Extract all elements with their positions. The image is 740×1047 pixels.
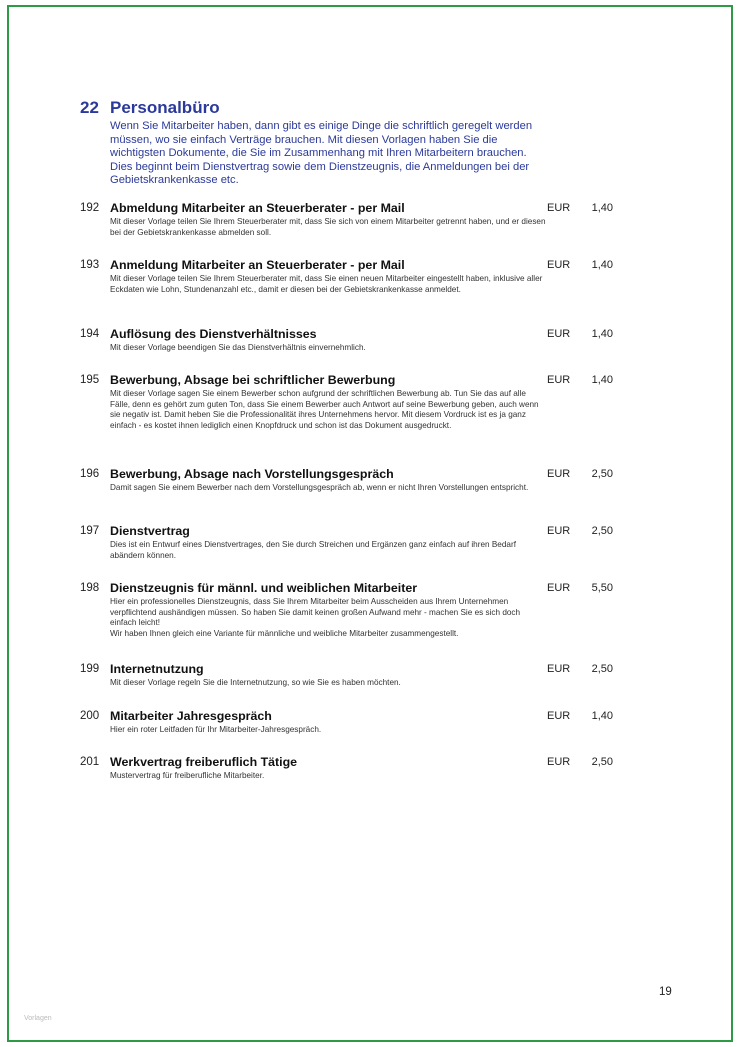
- item-number: 195: [80, 374, 100, 386]
- item-price: 2,50: [591, 756, 613, 768]
- item-number: 197: [80, 525, 100, 537]
- section-number: 22: [80, 98, 99, 117]
- item-number: 199: [80, 663, 100, 675]
- item-title: Werkvertrag freiberuflich Tätige: [110, 755, 298, 769]
- item-description: Mit dieser Vorlage teilen Sie Ihrem Steuerberater mit, dass Sie sich von einem Mitarbeiter getrennt haben, und er diesen bei der Gebietskrankenkasse abmelden soll.: [110, 217, 546, 237]
- item-currency: EUR: [547, 525, 571, 537]
- item-number: 198: [80, 582, 100, 594]
- item-description: Hier ein roter Leitfaden für Ihr Mitarbeiter-Jahresgespräch.: [110, 725, 322, 734]
- item-currency: EUR: [547, 710, 571, 722]
- item-title: Anmeldung Mitarbeiter an Steuerberater - per Mail: [110, 258, 405, 272]
- item-description: Mustervertrag für freiberufliche Mitarbeiter.: [110, 771, 265, 780]
- item-number: 200: [80, 710, 100, 722]
- item-number: 193: [80, 259, 100, 271]
- item-description: Mit dieser Vorlage beendigen Sie das Dienstverhältnis einvernehmlich.: [110, 343, 366, 352]
- item-description: Mit dieser Vorlage regeln Sie die Internetnutzung, so wie Sie es haben möchten.: [110, 678, 401, 687]
- item-title: Dienstzeugnis für männl. und weiblichen Mitarbeiter: [110, 581, 418, 595]
- item-title: Mitarbeiter Jahresgespräch: [110, 709, 272, 723]
- item-title: Bewerbung, Absage nach Vorstellungsgespräch: [110, 467, 394, 481]
- item-title: Auflösung des Dienstverhältnisses: [110, 327, 317, 341]
- section-header: [80, 98, 560, 188]
- item-currency: EUR: [547, 468, 571, 480]
- item-currency: EUR: [547, 663, 571, 675]
- item-number: 201: [80, 756, 100, 768]
- item-description: Mit dieser Vorlage teilen Sie Ihrem Steuerberater mit, dass Sie einen neuen Mitarbeiter eingestellt haben, inklusive aller Eckdaten wie Lohn, Stundenanzahl etc., damit er diesen bei der Gebietskrankenkasse anmeldet.: [110, 274, 543, 294]
- item-currency: EUR: [547, 756, 571, 768]
- item-price: 1,40: [591, 202, 613, 214]
- item-currency: EUR: [547, 374, 571, 386]
- section-title: Personalbüro: [110, 98, 220, 117]
- item-title: Abmeldung Mitarbeiter an Steuerberater - per Mail: [110, 201, 405, 215]
- item-currency: EUR: [547, 259, 571, 271]
- item-price: 2,50: [591, 663, 613, 675]
- item-title: Bewerbung, Absage bei schriftlicher Bewerbung: [110, 373, 396, 387]
- section-title-row: [80, 98, 560, 118]
- item-price: 2,50: [591, 468, 613, 480]
- item-price: 1,40: [591, 259, 613, 271]
- item-currency: EUR: [547, 582, 571, 594]
- item-currency: EUR: [547, 328, 571, 340]
- item-price: 5,50: [591, 582, 613, 594]
- item-number: 194: [80, 328, 100, 340]
- item-number: 192: [80, 202, 100, 214]
- item-description: Damit sagen Sie einem Bewerber nach dem Vorstellungsgespräch ab, wenn er nicht Ihren Vorstellungen entspricht.: [110, 483, 529, 492]
- item-price: 1,40: [591, 710, 613, 722]
- item-description: Dies ist ein Entwurf eines Dienstvertrages, den Sie durch Streichen und Ergänzen ganz einfach auf ihren Bedarf abändern können.: [110, 540, 516, 560]
- item-description: Hier ein professionelles Dienstzeugnis, dass Sie Ihrem Mitarbeiter beim Ausscheiden aus Ihrem Unternehmen verpflichtend aushändigen müssen. So haben Sie damit keinen großen Aufwand mehr - machen Sie es sich doch einfach leicht! Wir haben Ihnen gleich eine Variante für männliche und weibliche Mitarbeiter zusammengestellt.: [110, 597, 521, 638]
- page-number: 19: [659, 986, 672, 998]
- item-title: Dienstvertrag: [110, 524, 190, 538]
- item-description: Mit dieser Vorlage sagen Sie einem Bewerber schon aufgrund der schriftlichen Bewerbung ab. Tun Sie das auf alle Fälle, denn es gehört zum guten Ton, dass Sie einem Bewerber auch Antwort auf seine Bewerbung geben, auch wenn sie negativ ist. Damit heben Sie die Professionalität ihres Unternehmens hervor. Mit diesem Vordruck ist es ja ganz einfach - es kostet ihnen lediglich einen Knopfdruck und schon ist das Dokument ausgedruckt.: [110, 389, 539, 430]
- item-price: 2,50: [591, 525, 613, 537]
- item-price: 1,40: [591, 374, 613, 386]
- item-currency: EUR: [547, 202, 571, 214]
- item-title: Internetnutzung: [110, 662, 204, 676]
- item-price: 1,40: [591, 328, 613, 340]
- section-intro: Wenn Sie Mitarbeiter haben, dann gibt es einige Dinge die schriftlich geregelt werden müssen, wo sie einfach Verträge brauchen. Mit diesen Vorlagen haben Sie die wichtigsten Dokumente, die Sie im Zusammenhang mit Ihren Mitarbeitern brauchen. Dies beginnt beim Dienstvertrag sowie dem Dienstzeugnis, die Anmeldungen bei der Gebietskrankenkasse etc.: [110, 120, 533, 187]
- footer-label: Vorlagen: [24, 1015, 52, 1022]
- item-number: 196: [80, 468, 100, 480]
